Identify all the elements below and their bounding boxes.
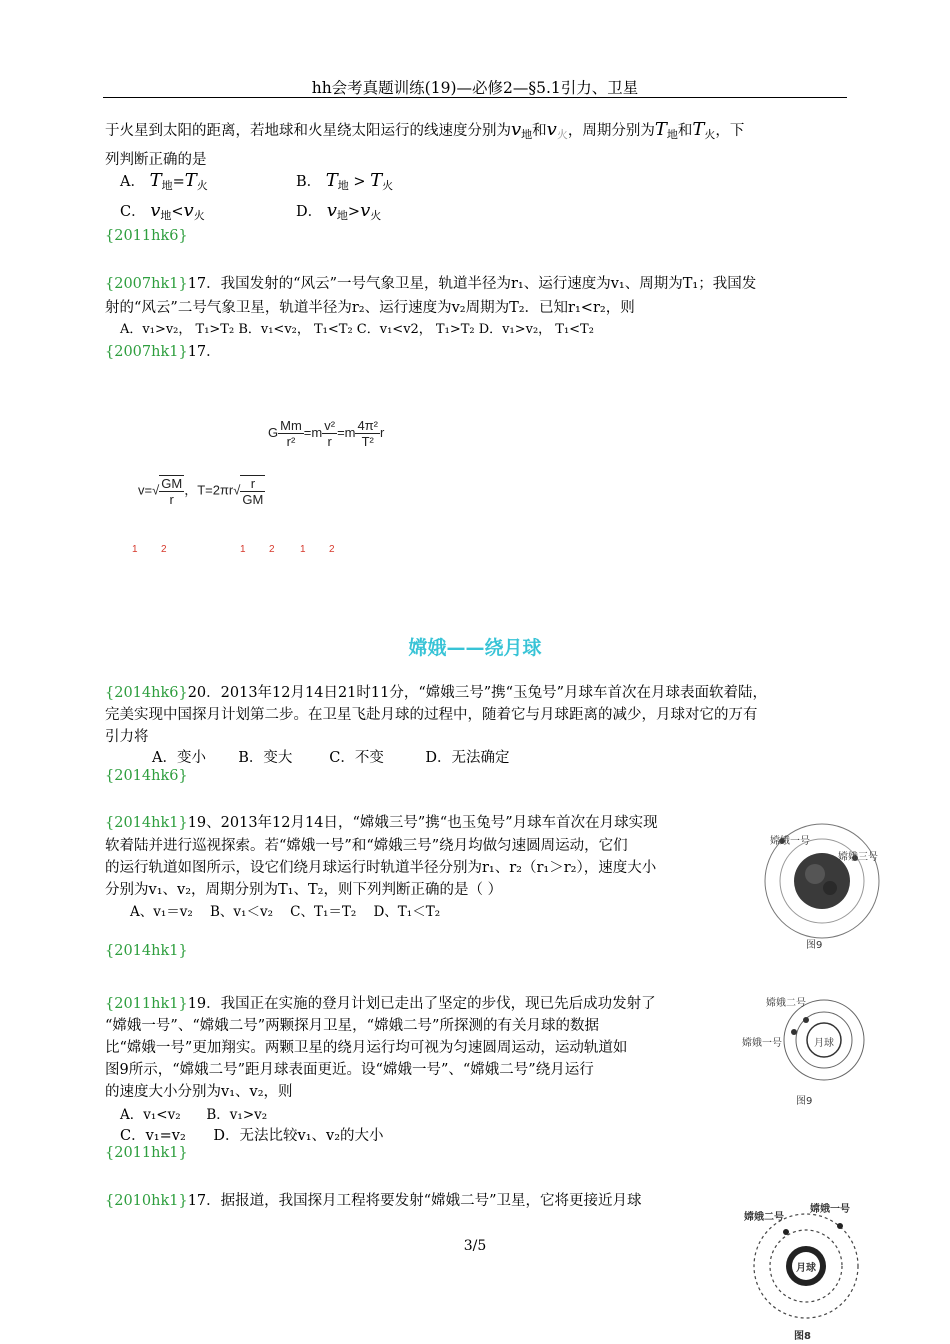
figure-label-change1: 嫦娥一号 bbox=[810, 1204, 850, 1215]
question-2014hk1-line3: 的运行轨道如图所示，设它们绕月球运行时轨道半径分别为r₁、r₂（r₁＞r₂），速度大小 bbox=[105, 860, 657, 876]
figure-caption: 图9 bbox=[806, 940, 823, 951]
tag-2011hk6: {2011hk6} bbox=[105, 228, 188, 244]
question-2011hk1-options-cd: C．v₁=v₂ D．无法比较v₁、v₂的大小 bbox=[120, 1128, 384, 1144]
figure-label-change3: 嫦娥三号 bbox=[838, 852, 878, 863]
header-rule bbox=[103, 97, 847, 98]
question-2011hk1-line4: 图9所示，“嫦娥二号”距月球表面更近。设“嫦娥一号”、“嫦娥二号”绕月运行 bbox=[105, 1062, 594, 1078]
red-mark: 1 bbox=[132, 544, 138, 555]
page-header-title: hh会考真题训练(19)—必修2—§5.1引力、卫星 bbox=[311, 79, 639, 97]
figure-change1-change2-orbits bbox=[740, 992, 870, 1107]
tag-2014hk1: {2014hk1} bbox=[105, 943, 188, 959]
question-2011hk1-line1: {2011hk1}19．我国正在实施的登月计划已走出了坚定的步伐，现已先后成功发射了 bbox=[105, 996, 656, 1012]
figure-label-change2: 嫦娥二号 bbox=[766, 998, 806, 1009]
section-title: 嫦娥——绕月球 bbox=[408, 637, 542, 659]
question-2007-line2: 射的“风云”二号气象卫星，轨道半径为r₂、运行速度为v₂周期为T₂．已知r₁<r₂，则 bbox=[105, 300, 635, 316]
question-mars-line2: 列判断正确的是 bbox=[105, 152, 207, 168]
figure-caption: 图8 bbox=[794, 1331, 811, 1342]
red-mark: 2 bbox=[269, 544, 275, 555]
question-2007-line1: {2007hk1}17．我国发射的“风云”一号气象卫星，轨道半径为r₁、运行速度为v₁、周期为T₁；我国发 bbox=[105, 276, 757, 292]
figure-label-change2: 嫦娥二号 bbox=[744, 1212, 784, 1223]
question-2014hk6-line3: 引力将 bbox=[105, 729, 149, 745]
red-mark: 2 bbox=[161, 544, 167, 555]
figure-change2-change1-orbits-2010 bbox=[740, 1196, 870, 1340]
question-2011hk1-line5: 的速度大小分别为v₁、v₂，则 bbox=[105, 1084, 293, 1100]
figure-moon-label: 月球 bbox=[814, 1038, 834, 1049]
question-2011hk1-line2: “嫦娥一号”、“嫦娥二号”两颗探月卫星，“嫦娥二号”所探测的有关月球的数据 bbox=[105, 1018, 599, 1034]
question-2010hk1-line1: {2010hk1}17．据报道，我国探月工程将要发射“嫦娥二号”卫星，它将更接近月球 bbox=[105, 1193, 642, 1209]
formula-gravitation: G $\frac{Mm}{\text{r²}}$ =m $\frac{\text{v²}}{r}$ =m $\frac{\text{4π²}}{\text{T²}}$ r bbox=[268, 418, 385, 449]
question-2014hk1-options: A、v₁＝v₂ B、v₁＜v₂ C、T₁＝T₂ D、T₁＜T₂ bbox=[130, 904, 441, 920]
option-a: A． $T_地=T_火$ bbox=[120, 170, 208, 192]
figure-label-change1: 嫦娥一号 bbox=[742, 1038, 782, 1049]
tag-2014hk6: {2014hk6} bbox=[105, 768, 188, 784]
figure-caption: 图9 bbox=[796, 1096, 813, 1107]
option-b: B． $T_地 > T_火$ bbox=[296, 170, 394, 192]
red-mark: 1 bbox=[300, 544, 306, 555]
figure-change1-change3-orbits bbox=[760, 816, 890, 956]
question-2014hk6-options: A．变小 B．变大 C．不变 D．无法确定 bbox=[152, 750, 510, 766]
option-c: C． $v_地<v_火$ bbox=[120, 200, 205, 222]
question-2007-options: A．v₁>v₂， T₁>T₂ B．v₁<v₂， T₁<T₂ C．v₁<v2， T₁>T₂ D．v₁>v₂， T₁<T₂ bbox=[120, 322, 594, 337]
figure-moon-label: 月球 bbox=[796, 1263, 816, 1274]
question-2014hk1-line2: 软着陆并进行巡视探索。若“嫦娥一号”和“嫦娥三号”绕月均做匀速圆周运动，它们 bbox=[105, 838, 628, 854]
red-mark: 2 bbox=[329, 544, 335, 555]
page-number: 3/5 bbox=[463, 1238, 487, 1254]
question-2014hk6-line1: {2014hk6}20．2013年12月14日21时11分，“嫦娥三号”携“玉兔号”月球车首次在月球表面软着陆， bbox=[105, 685, 768, 701]
question-2014hk6-line2: 完美实现中国探月计划第二步。在卫星飞赴月球的过程中，随着它与月球距离的减少，月球对它的万有 bbox=[105, 707, 758, 723]
question-2011hk1-options-ab: A．v₁<v₂ B．v₁>v₂ bbox=[120, 1107, 268, 1123]
red-mark: 1 bbox=[240, 544, 246, 555]
option-d: D． $v_地>v_火$ bbox=[296, 200, 382, 222]
question-mars-line1: 于火星到太阳的距离，若地球和火星绕太阳运行的线速度分别为$v_地$和$v_火$，周期分别为$T_地$和$T_火$，下 bbox=[105, 119, 745, 141]
question-2011hk1-line3: 比“嫦娥一号”更加翔实。两颗卫星的绕月运行均可视为匀速圆周运动，运动轨道如 bbox=[105, 1040, 628, 1056]
question-2014hk1-line4: 分别为v₁、v₂，周期分别为T₁、T₂，则下列判断正确的是（ ） bbox=[105, 882, 503, 898]
formula-velocity-period: v=√ $\frac{GM}{r}$ ，T=2πr√ $\frac{r}{GM}$ bbox=[138, 476, 264, 507]
answer-2007: {2007hk1}17． bbox=[105, 344, 221, 360]
question-2014hk1-line1: {2014hk1}19、2013年12月14日，“嫦娥三号”携“也玉兔号”月球车首次在月球实现 bbox=[105, 815, 658, 831]
tag-2011hk1: {2011hk1} bbox=[105, 1145, 188, 1161]
figure-label-change1: 嫦娥一号 bbox=[770, 836, 810, 847]
